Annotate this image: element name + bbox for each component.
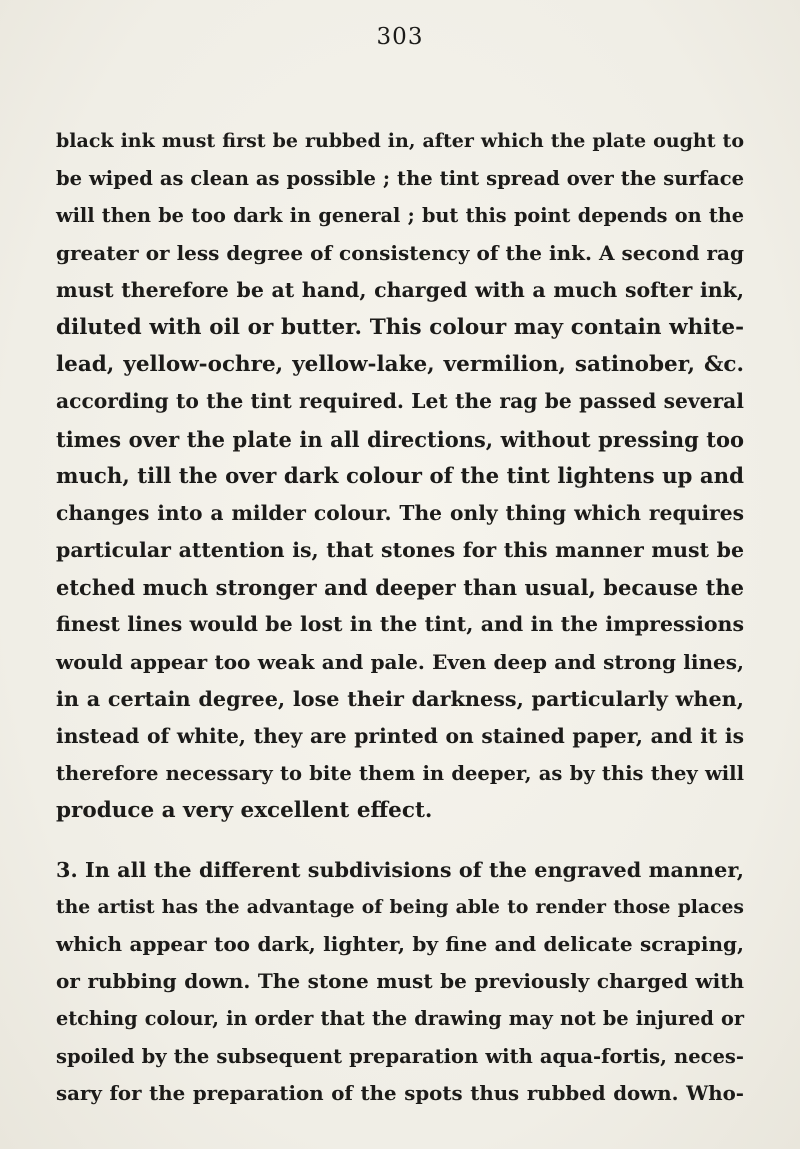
text-line: be wiped as clean as possible ; the tint spread over the surface xyxy=(56,167,744,191)
text-line: which appear too dark, lighter, by fine and delicate scraping, xyxy=(56,931,744,956)
text-line: will then be too dark in general ; but this point depends on the xyxy=(56,204,744,228)
text-line: according to the tint required. Let the rag be passed several xyxy=(56,389,744,414)
text-line: therefore necessary to bite them in deeper, as by this they will xyxy=(56,762,744,786)
text-line: 3. In all the different subdivisions of the engraved manner, xyxy=(56,857,744,882)
text-line: the artist has the advantage of being able to render those places xyxy=(56,895,744,918)
text-line: or rubbing down. The stone must be previously charged with xyxy=(56,969,744,994)
text-line: sary for the preparation of the spots thus rubbed down. Who- xyxy=(56,1080,744,1105)
text-line: must therefore be at hand, charged with a much softer ink, xyxy=(56,277,744,302)
paragraph-2 xyxy=(56,852,744,1112)
text-line: changes into a milder colour. The only thing which requires xyxy=(56,500,744,525)
paragraph-1 xyxy=(56,123,744,830)
body-text xyxy=(56,123,744,1112)
text-line: diluted with oil or butter. This colour may contain white- xyxy=(56,314,744,340)
text-line: lead, yellow-ochre, yellow-lake, vermilion, satinober, &c. xyxy=(56,352,744,378)
text-line: produce a very excellent effect. xyxy=(56,798,433,824)
page-number: 303 xyxy=(376,24,424,50)
text-line: etched much stronger and deeper than usual, because the xyxy=(56,575,744,601)
text-line: in a certain degree, lose their darkness, particularly when, xyxy=(56,686,744,711)
text-line: much, till the over dark colour of the tint lightens up and xyxy=(56,463,744,489)
paragraph-gap xyxy=(56,830,744,852)
text-line: finest lines would be lost in the tint, and in the impressions xyxy=(56,612,744,637)
text-line: etching colour, in order that the drawing may not be injured or xyxy=(56,1007,744,1031)
text-line: black ink must first be rubbed in, after which the plate ought to xyxy=(56,130,744,152)
text-line: greater or less degree of consistency of the ink. A second rag xyxy=(56,240,744,265)
text-line: would appear too weak and pale. Even deep and strong lines, xyxy=(56,649,744,674)
text-line: times over the plate in all directions, without pressing too xyxy=(56,426,744,452)
text-line: instead of white, they are printed on stained paper, and it is xyxy=(56,724,744,748)
text-line: spoiled by the subsequent preparation with aqua-fortis, neces- xyxy=(56,1044,744,1068)
text-line: particular attention is, that stones for this manner must be xyxy=(56,538,744,563)
